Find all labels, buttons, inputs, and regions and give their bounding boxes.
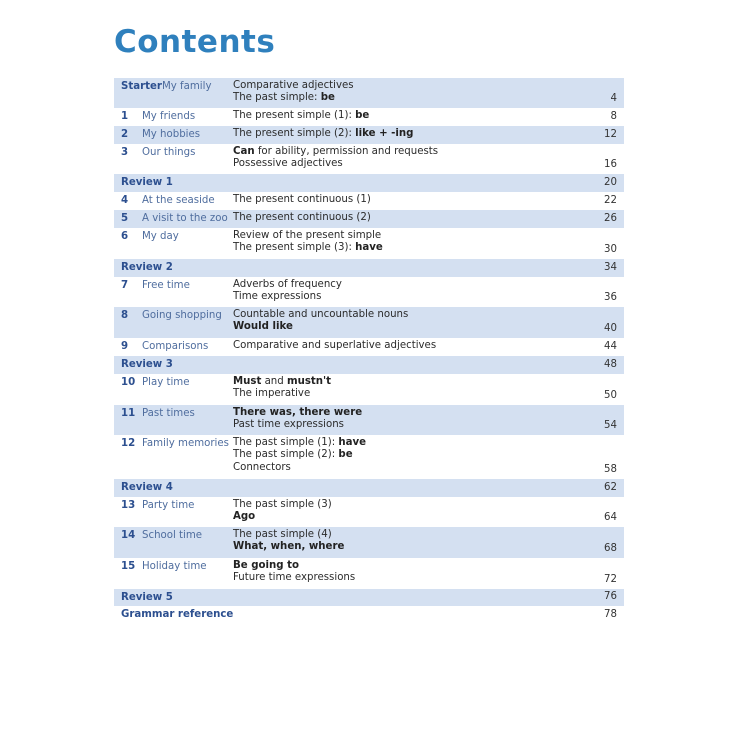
unit-title: Party time <box>142 500 195 511</box>
grammar-keyword: Can <box>233 146 255 157</box>
grammar-line <box>233 449 624 461</box>
grammar-keyword: What, when, where <box>233 541 345 553</box>
grammar-text: The past simple (2): <box>233 449 339 461</box>
grammar-line <box>233 462 624 474</box>
page-number: 4 <box>610 92 617 104</box>
unit-number: Review 2 <box>121 262 173 273</box>
page-number: 58 <box>604 463 617 475</box>
unit-number: Review 4 <box>121 482 173 493</box>
grammar-line <box>233 92 624 104</box>
grammar-keyword: mustn't <box>286 376 332 387</box>
grammar-topics <box>233 407 624 432</box>
unit-title: Holiday time <box>142 561 207 572</box>
grammar-text: Review of the present simple <box>233 230 382 241</box>
grammar-line <box>233 279 624 291</box>
page-number: 68 <box>604 542 617 554</box>
grammar-topics <box>233 376 624 401</box>
page-number: 26 <box>604 212 617 224</box>
grammar-keyword: be <box>338 449 353 461</box>
unit-number: Review 1 <box>121 177 173 188</box>
page-number: 44 <box>604 340 617 352</box>
grammar-topics <box>233 529 624 554</box>
page-number: 34 <box>604 261 617 273</box>
page-number: 8 <box>610 110 617 122</box>
page-number: 36 <box>604 291 617 303</box>
grammar-keyword: Must <box>233 376 262 387</box>
page-number: 76 <box>604 590 617 602</box>
grammar-keyword: Would like <box>233 321 293 333</box>
grammar-line <box>233 291 624 303</box>
unit-title: My day <box>142 231 179 242</box>
grammar-text: Possessive adjectives <box>233 158 343 170</box>
unit-title: A visit to the zoo <box>142 213 228 224</box>
grammar-text: The past simple (3) <box>233 499 332 510</box>
grammar-keyword: Be going to <box>233 560 299 571</box>
unit-row <box>114 435 624 479</box>
grammar-line <box>233 437 624 449</box>
unit-title: My hobbies <box>142 129 201 140</box>
review-row <box>114 259 624 277</box>
unit-number: 1 <box>121 111 129 122</box>
grammar-text: Future time expressions <box>233 572 356 584</box>
grammar-line <box>233 321 624 333</box>
grammar-line <box>233 309 624 321</box>
grammar-topics <box>233 230 624 255</box>
review-row <box>114 356 624 374</box>
review-row <box>114 589 624 606</box>
unit-row <box>114 126 624 144</box>
unit-row <box>114 192 624 210</box>
grammar-keyword: have <box>338 437 367 448</box>
grammar-line <box>233 529 624 541</box>
unit-number: 7 <box>121 280 129 291</box>
unit-number: 2 <box>121 129 129 140</box>
grammar-topics <box>233 481 624 493</box>
unit-row <box>114 277 624 307</box>
unit-row <box>114 78 624 108</box>
grammar-text: The present continuous (1) <box>233 194 371 205</box>
unit-number: 11 <box>121 408 136 419</box>
unit-number: 10 <box>121 377 136 388</box>
grammar-text: The imperative <box>233 388 311 400</box>
grammar-topics <box>233 309 624 334</box>
grammar-text: Comparative adjectives <box>233 80 354 91</box>
grammar-topics <box>233 279 624 304</box>
page-number: 16 <box>604 158 617 170</box>
grammar-text: The present continuous (2) <box>233 212 371 223</box>
unit-number: Review 5 <box>121 592 173 603</box>
grammar-keyword: Ago <box>233 511 256 523</box>
grammar-text: The present simple (3): <box>233 242 356 254</box>
grammar-topics <box>233 80 624 105</box>
grammar-keyword: There was, there were <box>233 407 363 418</box>
unit-number: Starter <box>121 81 162 92</box>
unit-row <box>114 405 624 435</box>
grammar-line <box>233 388 624 400</box>
grammar-line <box>233 541 624 553</box>
grammar-line <box>233 419 624 431</box>
page-number: 30 <box>604 243 617 255</box>
grammar-topics <box>233 340 624 352</box>
grammar-keyword: be <box>320 92 335 104</box>
grammar-topics <box>233 194 624 206</box>
grammar-topics <box>233 358 624 370</box>
grammar-text: Time expressions <box>233 291 322 303</box>
unit-row <box>114 338 624 356</box>
grammar-text: The present simple (1): <box>233 110 356 121</box>
unit-number: 14 <box>121 530 136 541</box>
unit-title: Play time <box>142 377 190 388</box>
grammar-line <box>233 242 624 254</box>
page-number: 50 <box>604 389 617 401</box>
unit-number: 8 <box>121 310 129 321</box>
grammar-line <box>233 110 624 122</box>
grammar-line <box>233 499 624 511</box>
grammar-topics <box>233 261 624 273</box>
unit-title: Free time <box>142 280 190 291</box>
unit-number: 4 <box>121 195 129 206</box>
grammar-line <box>233 376 624 388</box>
page-number: 48 <box>604 358 617 370</box>
unit-row <box>114 497 624 527</box>
grammar-line <box>233 80 624 92</box>
page-number: 62 <box>604 481 617 493</box>
grammar-keyword: like + -ing <box>355 128 414 139</box>
unit-number: 12 <box>121 438 136 449</box>
page-number: 72 <box>604 573 617 585</box>
unit-number: 9 <box>121 341 129 352</box>
unit-row <box>114 108 624 126</box>
unit-row <box>114 144 624 174</box>
unit-row <box>114 307 624 338</box>
unit-number: 15 <box>121 561 136 572</box>
grammar-text: and <box>261 376 287 387</box>
page-number: 12 <box>604 128 617 140</box>
grammar-text: Comparative and superlative adjectives <box>233 340 437 351</box>
review-row <box>114 606 624 624</box>
grammar-line <box>233 194 624 206</box>
grammar-topics <box>233 560 624 585</box>
grammar-topics <box>233 608 624 620</box>
unit-number: 5 <box>121 213 129 224</box>
unit-number: Grammar reference <box>121 609 234 620</box>
unit-title: Our things <box>142 147 196 158</box>
grammar-topics <box>233 110 624 122</box>
page-number: 20 <box>604 176 617 188</box>
grammar-line <box>233 572 624 584</box>
grammar-line <box>233 128 624 140</box>
unit-title: Past times <box>142 408 195 419</box>
grammar-text: Countable and uncountable nouns <box>233 309 409 320</box>
unit-number: 3 <box>121 147 129 158</box>
review-row <box>114 174 624 192</box>
page-title: Contents <box>114 24 276 60</box>
grammar-text: The present simple (2): <box>233 128 356 139</box>
grammar-line <box>233 560 624 572</box>
grammar-line <box>233 212 624 224</box>
grammar-line <box>233 407 624 419</box>
grammar-text: Past time expressions <box>233 419 344 431</box>
grammar-topics <box>233 128 624 140</box>
unit-number: Review 3 <box>121 359 173 370</box>
unit-row <box>114 527 624 558</box>
grammar-text: The past simple (1): <box>233 437 339 448</box>
grammar-topics <box>233 437 624 474</box>
page-number: 40 <box>604 322 617 334</box>
unit-row <box>114 558 624 589</box>
grammar-topics <box>233 591 624 603</box>
grammar-text: Connectors <box>233 461 291 473</box>
grammar-text: Adverbs of frequency <box>233 279 342 290</box>
grammar-text: The past simple: <box>233 92 321 104</box>
grammar-keyword: have <box>355 242 383 254</box>
grammar-topics <box>233 146 624 171</box>
grammar-line <box>233 511 624 523</box>
page-number: 22 <box>604 194 617 206</box>
grammar-topics <box>233 499 624 524</box>
unit-row <box>114 374 624 405</box>
grammar-line <box>233 230 624 242</box>
contents-table <box>114 78 624 624</box>
grammar-topics <box>233 176 624 188</box>
page-number: 64 <box>604 511 617 523</box>
unit-title: Family memories <box>142 438 229 449</box>
grammar-line <box>233 340 624 352</box>
grammar-line <box>233 146 624 158</box>
unit-row <box>114 228 624 259</box>
unit-number: 13 <box>121 500 136 511</box>
unit-title: My friends <box>142 111 196 122</box>
page-number: 78 <box>604 608 617 620</box>
unit-title: My family <box>162 81 212 92</box>
grammar-topics <box>233 212 624 224</box>
unit-title: Going shopping <box>142 310 222 321</box>
page-number: 54 <box>604 419 617 431</box>
unit-number: 6 <box>121 231 129 242</box>
grammar-keyword: be <box>355 110 370 121</box>
unit-row <box>114 210 624 228</box>
grammar-text: for ability, permission and requests <box>254 146 439 157</box>
grammar-line <box>233 158 624 170</box>
grammar-text: The past simple (4) <box>233 529 332 540</box>
unit-title: Comparisons <box>142 341 209 352</box>
review-row <box>114 479 624 497</box>
unit-title: At the seaside <box>142 195 215 206</box>
unit-title: School time <box>142 530 203 541</box>
